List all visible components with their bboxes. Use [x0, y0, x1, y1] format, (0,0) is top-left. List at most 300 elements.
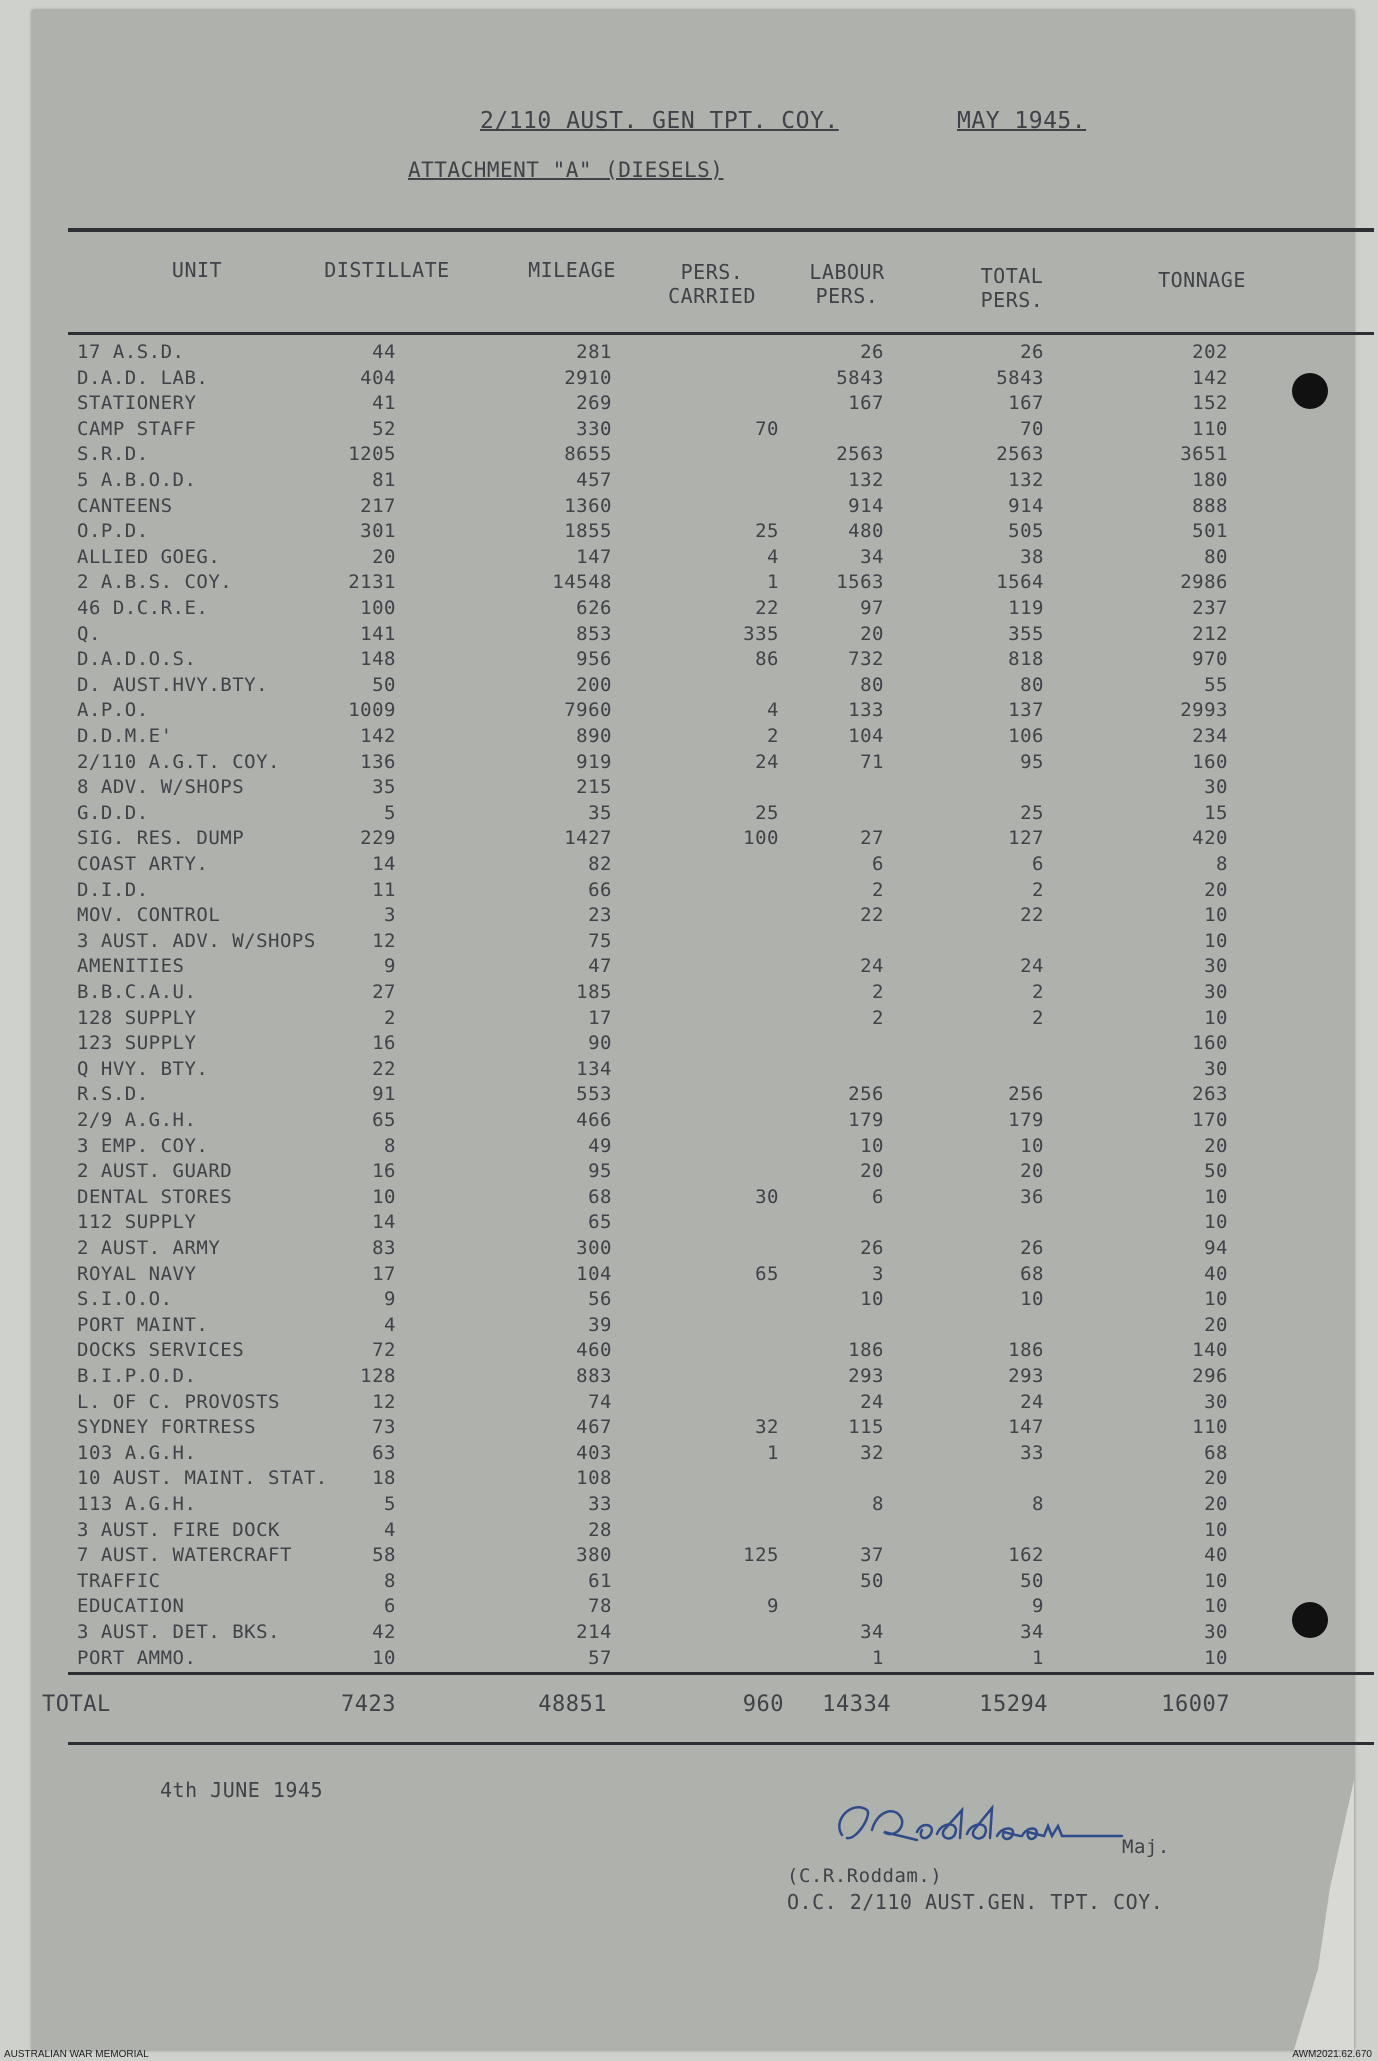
cell-tonnage: 10 [1204, 1288, 1228, 1311]
cell-unit: ALLIED GOEG. [77, 545, 221, 568]
cell-unit: R.S.D. [77, 1083, 149, 1106]
cell-mileage: 403 [576, 1441, 612, 1464]
cell-total-pers: 127 [1008, 827, 1044, 850]
cell-labour-pers: 8 [872, 1493, 884, 1515]
cell-unit: S.I.O.O. [77, 1288, 173, 1311]
total-pers-carried: 960 [742, 1692, 784, 1717]
cell-tonnage: 110 [1192, 417, 1228, 440]
table-row [32, 442, 1354, 467]
cell-mileage: 82 [588, 853, 612, 875]
cell-pers-carried: 1 [767, 571, 779, 594]
table-row [32, 826, 1354, 851]
table-row [32, 1364, 1354, 1389]
table-row [32, 878, 1354, 903]
cell-total-pers: 68 [1020, 1262, 1044, 1285]
signatory-position: O.C. 2/110 AUST.GEN. TPT. COY. [787, 1890, 1164, 1914]
cell-mileage: 68 [588, 1185, 612, 1208]
cell-total-pers: 505 [1008, 520, 1044, 543]
cell-tonnage: 30 [1204, 1057, 1228, 1080]
cell-labour-pers: 22 [860, 904, 884, 927]
table-row [32, 1159, 1354, 1184]
table-row [32, 1006, 1354, 1031]
cell-labour-pers: 97 [860, 597, 884, 619]
cell-distillate: 4 [384, 1518, 396, 1541]
cell-distillate: 9 [384, 1288, 396, 1311]
cell-tonnage: 80 [1204, 545, 1228, 568]
cell-distillate: 5 [384, 801, 396, 824]
cell-distillate: 9 [384, 955, 396, 978]
cell-pers-carried: 32 [755, 1416, 779, 1439]
cell-pers-carried: 86 [755, 648, 779, 671]
table-row [32, 1287, 1354, 1312]
cell-tonnage: 10 [1204, 929, 1228, 952]
table-row [32, 1134, 1354, 1159]
cell-unit: 103 A.G.H. [77, 1441, 197, 1464]
table-row [32, 647, 1354, 672]
cell-mileage: 147 [576, 545, 612, 568]
cell-total-pers: 70 [1020, 417, 1044, 440]
cell-distillate: 1009 [348, 699, 396, 722]
cell-distillate: 18 [372, 1467, 396, 1490]
cell-tonnage: 68 [1204, 1441, 1228, 1464]
cell-distillate: 12 [372, 929, 396, 952]
cell-labour-pers: 34 [860, 545, 884, 568]
cell-distillate: 10 [372, 1185, 396, 1208]
cell-unit: 10 AUST. MAINT. STAT. [77, 1467, 328, 1490]
cell-mileage: 215 [576, 776, 612, 799]
cell-mileage: 553 [576, 1083, 612, 1106]
cell-total-pers: 26 [1020, 1237, 1044, 1259]
table-row [32, 570, 1354, 595]
cell-total-pers: 20 [1020, 1160, 1044, 1183]
signature-rank: Maj. [1122, 1836, 1170, 1858]
cell-unit: L. OF C. PROVOSTS [77, 1390, 280, 1413]
cell-labour-pers: 24 [860, 955, 884, 978]
cell-unit: D.D.M.E' [77, 725, 173, 747]
cell-mileage: 853 [576, 622, 612, 645]
footer-accession: AWM2021.62.670 [1292, 2049, 1372, 2060]
cell-mileage: 14548 [552, 571, 612, 594]
svg-text:C.R.Roddam: C.R.Roddam [842, 1845, 849, 1846]
cell-distillate: 83 [372, 1237, 396, 1259]
cell-tonnage: 30 [1204, 1390, 1228, 1413]
cell-distillate: 2 [384, 1006, 396, 1029]
cell-distillate: 16 [372, 1032, 396, 1055]
cell-tonnage: 170 [1192, 1109, 1228, 1131]
table-row [32, 1569, 1354, 1594]
cell-unit: B.B.C.A.U. [77, 981, 197, 1003]
cell-labour-pers: 24 [860, 1390, 884, 1413]
cell-pers-carried: 335 [743, 622, 779, 645]
cell-unit: PORT MAINT. [77, 1313, 209, 1336]
cell-unit: B.I.P.O.D. [77, 1365, 197, 1387]
cell-unit: DENTAL STORES [77, 1185, 233, 1208]
cell-unit: EDUCATION [77, 1595, 185, 1618]
cell-total-pers: 2 [1032, 1006, 1044, 1029]
cell-mileage: 300 [576, 1237, 612, 1259]
cell-labour-pers: 480 [848, 520, 884, 543]
table-row [32, 468, 1354, 493]
cell-total-pers: 293 [1008, 1365, 1044, 1387]
cell-mileage: 90 [588, 1032, 612, 1055]
cell-tonnage: 20 [1204, 878, 1228, 901]
cell-labour-pers: 186 [848, 1339, 884, 1362]
cell-labour-pers: 3 [872, 1262, 884, 1285]
table-row [32, 494, 1354, 519]
cell-pers-carried: 125 [743, 1544, 779, 1567]
cell-mileage: 134 [576, 1057, 612, 1080]
cell-unit: 2/110 A.G.T. COY. [77, 750, 280, 773]
cell-labour-pers: 6 [872, 853, 884, 875]
col-header-pers-carried: PERS. CARRIED [668, 260, 756, 308]
total-label: TOTAL [42, 1692, 111, 1717]
col-header-unit: UNIT [171, 258, 223, 282]
cell-labour-pers: 5843 [836, 366, 884, 389]
cell-total-pers: 5843 [996, 366, 1044, 389]
cell-tonnage: 202 [1192, 341, 1228, 363]
cell-unit: ROYAL NAVY [77, 1262, 197, 1285]
cell-distillate: 58 [372, 1544, 396, 1567]
cell-total-pers: 914 [1008, 494, 1044, 517]
cell-unit: 128 SUPPLY [77, 1006, 197, 1029]
cell-tonnage: 20 [1204, 1134, 1228, 1157]
table-row [32, 366, 1354, 391]
cell-tonnage: 10 [1204, 1595, 1228, 1618]
cell-distillate: 22 [372, 1057, 396, 1080]
cell-total-pers: 95 [1020, 750, 1044, 773]
table-row [32, 1415, 1354, 1440]
table-row [32, 980, 1354, 1005]
cell-mileage: 269 [576, 392, 612, 415]
cell-mileage: 1360 [564, 494, 612, 517]
table-row [32, 775, 1354, 800]
cell-unit: G.D.D. [77, 801, 149, 824]
cell-total-pers: 6 [1032, 853, 1044, 875]
cell-labour-pers: 34 [860, 1621, 884, 1643]
table-row [32, 1236, 1354, 1261]
cell-labour-pers: 71 [860, 750, 884, 773]
cell-total-pers: 147 [1008, 1416, 1044, 1439]
cell-distillate: 8 [384, 1134, 396, 1157]
cell-labour-pers: 167 [848, 392, 884, 415]
cell-mileage: 380 [576, 1544, 612, 1567]
cell-tonnage: 142 [1192, 366, 1228, 389]
cell-tonnage: 10 [1204, 1518, 1228, 1541]
cell-unit: Q. [77, 622, 101, 645]
cell-tonnage: 30 [1204, 981, 1228, 1003]
cell-mileage: 49 [588, 1134, 612, 1157]
cell-labour-pers: 26 [860, 1237, 884, 1259]
cell-labour-pers: 914 [848, 494, 884, 517]
table-row [32, 596, 1354, 621]
cell-labour-pers: 132 [848, 469, 884, 491]
cell-total-pers: 24 [1020, 955, 1044, 978]
cell-tonnage: 970 [1192, 648, 1228, 671]
cell-tonnage: 160 [1192, 750, 1228, 773]
cell-mileage: 890 [576, 725, 612, 747]
cell-pers-carried: 9 [767, 1595, 779, 1618]
cell-tonnage: 888 [1192, 494, 1228, 517]
table-row [32, 1082, 1354, 1107]
document-date: 4th JUNE 1945 [160, 1778, 324, 1802]
cell-labour-pers: 2 [872, 878, 884, 901]
cell-tonnage: 10 [1204, 1211, 1228, 1234]
cell-total-pers: 186 [1008, 1339, 1044, 1362]
cell-tonnage: 10 [1204, 1006, 1228, 1029]
cell-distillate: 217 [360, 494, 396, 517]
table-row [32, 1466, 1354, 1491]
table-row [32, 1390, 1354, 1415]
cell-unit: 2/9 A.G.H. [77, 1109, 197, 1131]
cell-unit: 7 AUST. WATERCRAFT [77, 1544, 292, 1567]
cell-unit: 2 AUST. GUARD [77, 1160, 233, 1183]
cell-unit: O.P.D. [77, 520, 149, 543]
cell-mileage: 35 [588, 801, 612, 824]
cell-unit: 113 A.G.H. [77, 1493, 197, 1515]
cell-tonnage: 110 [1192, 1416, 1228, 1439]
cell-distillate: 20 [372, 545, 396, 568]
total-rule-bottom [68, 1742, 1374, 1745]
table-row [32, 1492, 1354, 1517]
cell-tonnage: 180 [1192, 469, 1228, 491]
cell-tonnage: 237 [1192, 597, 1228, 619]
cell-unit: 46 D.C.R.E. [77, 597, 209, 619]
cell-distillate: 148 [360, 648, 396, 671]
table-row [32, 391, 1354, 416]
cell-total-pers: 162 [1008, 1544, 1044, 1567]
cell-unit: CANTEENS [77, 494, 173, 517]
cell-unit: 2 AUST. ARMY [77, 1237, 221, 1259]
cell-mileage: 626 [576, 597, 612, 619]
cell-labour-pers: 6 [872, 1185, 884, 1208]
cell-total-pers: 36 [1020, 1185, 1044, 1208]
col-header-labour-pers: LABOUR PERS. [809, 260, 885, 308]
cell-total-pers: 8 [1032, 1493, 1044, 1515]
cell-unit: 123 SUPPLY [77, 1032, 197, 1055]
cell-pers-carried: 65 [755, 1262, 779, 1285]
cell-tonnage: 10 [1204, 1569, 1228, 1592]
cell-mileage: 23 [588, 904, 612, 927]
document-period: MAY 1945. [957, 108, 1087, 134]
table-row [32, 417, 1354, 442]
cell-labour-pers: 20 [860, 622, 884, 645]
cell-distillate: 52 [372, 417, 396, 440]
cell-labour-pers: 1563 [836, 571, 884, 594]
col-header-distillate: DISTILLATE [324, 258, 450, 282]
cell-tonnage: 212 [1192, 622, 1228, 645]
cell-distillate: 35 [372, 776, 396, 799]
table-row [32, 673, 1354, 698]
torn-corner [1294, 1780, 1354, 2050]
table-row [32, 1518, 1354, 1543]
cell-distillate: 141 [360, 622, 396, 645]
table-row [32, 545, 1354, 570]
cell-labour-pers: 2 [872, 1006, 884, 1029]
cell-mileage: 75 [588, 929, 612, 952]
cell-mileage: 200 [576, 673, 612, 696]
table-row [32, 340, 1354, 365]
cell-total-pers: 132 [1008, 469, 1044, 491]
cell-labour-pers: 10 [860, 1288, 884, 1311]
cell-unit: 3 AUST. DET. BKS. [77, 1621, 280, 1643]
document-page [32, 10, 1354, 2050]
cell-unit: PORT AMMO. [77, 1646, 197, 1669]
cell-distillate: 100 [360, 597, 396, 619]
cell-distillate: 17 [372, 1262, 396, 1285]
cell-distillate: 44 [372, 341, 396, 363]
cell-mileage: 17 [588, 1006, 612, 1029]
cell-labour-pers: 32 [860, 1441, 884, 1464]
cell-distillate: 5 [384, 1493, 396, 1515]
cell-unit: D. AUST.HVY.BTY. [77, 673, 269, 696]
cell-pers-carried: 100 [743, 827, 779, 850]
table-row [32, 1262, 1354, 1287]
document-title: 2/110 AUST. GEN TPT. COY. [480, 108, 839, 134]
table-row [32, 954, 1354, 979]
cell-distillate: 8 [384, 1569, 396, 1592]
table-row [32, 698, 1354, 723]
punch-hole-bottom [1292, 1602, 1328, 1638]
cell-labour-pers: 50 [860, 1569, 884, 1592]
cell-distillate: 136 [360, 750, 396, 773]
cell-distillate: 72 [372, 1339, 396, 1362]
cell-total-pers: 167 [1008, 392, 1044, 415]
cell-mileage: 467 [576, 1416, 612, 1439]
table-row [32, 1057, 1354, 1082]
cell-tonnage: 55 [1204, 673, 1228, 696]
cell-distillate: 6 [384, 1595, 396, 1618]
cell-total-pers: 355 [1008, 622, 1044, 645]
cell-mileage: 57 [588, 1646, 612, 1669]
footer-source: AUSTRALIAN WAR MEMORIAL [4, 2049, 149, 2060]
cell-tonnage: 3651 [1180, 443, 1228, 466]
cell-tonnage: 10 [1204, 1646, 1228, 1669]
table-row [32, 1594, 1354, 1619]
cell-total-pers: 2563 [996, 443, 1044, 466]
cell-total-pers: 22 [1020, 904, 1044, 927]
cell-mileage: 185 [576, 981, 612, 1003]
cell-pers-carried: 4 [767, 699, 779, 722]
cell-total-pers: 2 [1032, 878, 1044, 901]
table-row [32, 1338, 1354, 1363]
cell-labour-pers: 1 [872, 1646, 884, 1669]
cell-total-pers: 10 [1020, 1134, 1044, 1157]
cell-distillate: 11 [372, 878, 396, 901]
table-row [32, 724, 1354, 749]
cell-distillate: 16 [372, 1160, 396, 1183]
cell-distillate: 14 [372, 1211, 396, 1234]
total-labour: 14334 [822, 1692, 891, 1717]
cell-mileage: 95 [588, 1160, 612, 1183]
total-total-pers: 15294 [979, 1692, 1048, 1717]
cell-unit: AMENITIES [77, 955, 185, 978]
cell-mileage: 8655 [564, 443, 612, 466]
cell-labour-pers: 10 [860, 1134, 884, 1157]
table-row [32, 1031, 1354, 1056]
cell-total-pers: 106 [1008, 725, 1044, 747]
cell-distillate: 4 [384, 1313, 396, 1336]
signatory-name: (C.R.Roddam.) [787, 1865, 943, 1887]
cell-mileage: 1427 [564, 827, 612, 850]
table-row [32, 1646, 1354, 1671]
cell-tonnage: 15 [1204, 801, 1228, 824]
total-tonnage: 16007 [1161, 1692, 1230, 1717]
cell-tonnage: 160 [1192, 1032, 1228, 1055]
cell-mileage: 956 [576, 648, 612, 671]
cell-tonnage: 30 [1204, 955, 1228, 978]
cell-tonnage: 296 [1192, 1365, 1228, 1387]
cell-tonnage: 20 [1204, 1493, 1228, 1515]
cell-unit: 17 A.S.D. [77, 341, 185, 363]
cell-distillate: 10 [372, 1646, 396, 1669]
table-row [32, 750, 1354, 775]
cell-distillate: 50 [372, 673, 396, 696]
top-rule [68, 228, 1374, 232]
cell-distillate: 404 [360, 366, 396, 389]
cell-labour-pers: 115 [848, 1416, 884, 1439]
cell-total-pers: 9 [1032, 1595, 1044, 1618]
cell-unit: 2 A.B.S. COY. [77, 571, 233, 594]
cell-total-pers: 10 [1020, 1288, 1044, 1311]
cell-mileage: 65 [588, 1211, 612, 1234]
cell-total-pers: 137 [1008, 699, 1044, 722]
cell-tonnage: 30 [1204, 776, 1228, 799]
cell-distillate: 63 [372, 1441, 396, 1464]
cell-mileage: 61 [588, 1569, 612, 1592]
cell-mileage: 39 [588, 1313, 612, 1336]
table-row [32, 1185, 1354, 1210]
cell-distillate: 1205 [348, 443, 396, 466]
cell-mileage: 47 [588, 955, 612, 978]
cell-distillate: 41 [372, 392, 396, 415]
cell-labour-pers: 179 [848, 1109, 884, 1131]
cell-labour-pers: 27 [860, 827, 884, 850]
cell-total-pers: 256 [1008, 1083, 1044, 1106]
table-row [32, 1210, 1354, 1235]
cell-unit: TRAFFIC [77, 1569, 161, 1592]
cell-unit: DOCKS SERVICES [77, 1339, 245, 1362]
cell-tonnage: 20 [1204, 1467, 1228, 1490]
cell-tonnage: 94 [1204, 1237, 1228, 1259]
cell-mileage: 883 [576, 1365, 612, 1387]
cell-mileage: 28 [588, 1518, 612, 1541]
cell-tonnage: 152 [1192, 392, 1228, 415]
table-row [32, 622, 1354, 647]
cell-total-pers: 1564 [996, 571, 1044, 594]
cell-unit: 5 A.B.O.D. [77, 469, 197, 491]
cell-labour-pers: 256 [848, 1083, 884, 1106]
cell-total-pers: 818 [1008, 648, 1044, 671]
cell-mileage: 7960 [564, 699, 612, 722]
cell-distillate: 91 [372, 1083, 396, 1106]
signature [822, 1790, 1152, 1860]
cell-pers-carried: 24 [755, 750, 779, 773]
cell-unit: D.A.D. LAB. [77, 366, 209, 389]
cell-labour-pers: 732 [848, 648, 884, 671]
cell-unit: SYDNEY FORTRESS [77, 1416, 257, 1439]
cell-mileage: 2910 [564, 366, 612, 389]
cell-total-pers: 24 [1020, 1390, 1044, 1413]
cell-unit: 3 AUST. ADV. W/SHOPS [77, 929, 316, 952]
cell-unit: S.R.D. [77, 443, 149, 466]
total-row [32, 1692, 1354, 1722]
col-header-total-pers: TOTAL PERS. [980, 264, 1044, 312]
table-row [32, 519, 1354, 544]
cell-distillate: 65 [372, 1109, 396, 1131]
cell-mileage: 466 [576, 1109, 612, 1131]
cell-tonnage: 2986 [1180, 571, 1228, 594]
cell-mileage: 214 [576, 1621, 612, 1643]
